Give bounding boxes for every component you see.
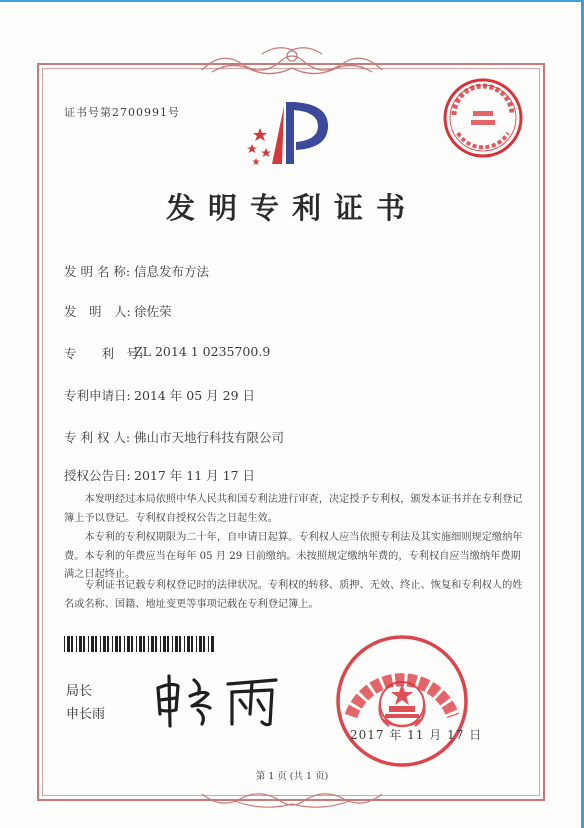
signature-name: 申长雨 xyxy=(66,707,106,722)
barcode-bar xyxy=(79,636,82,652)
field-grant-date xyxy=(64,466,255,484)
barcode-bar xyxy=(151,636,154,652)
barcode-bar xyxy=(83,636,85,652)
handwritten-signature xyxy=(148,670,286,730)
paragraph-registration: 专利证书记载专利权登记时的法律状况。专利权的转移、质押、无效、终止、恢复和专利权人的姓名或名称、国籍、地址变更等事项记载在专利登记簿上。 xyxy=(64,580,523,610)
barcode-bar xyxy=(131,636,133,652)
field-value: 信息发布方法 xyxy=(134,264,210,279)
field-label: 专 利 号: xyxy=(64,346,144,361)
field-value: 佛山市天地行科技有限公司 xyxy=(134,430,285,445)
window-top-edge xyxy=(0,0,584,2)
barcode-bar xyxy=(148,636,149,652)
barcode-bar xyxy=(88,636,89,652)
field-value: 2017 年 11 月 17 日 xyxy=(134,468,255,483)
field-label: 发 明 人: xyxy=(64,304,131,319)
barcode-bar xyxy=(64,636,65,652)
field-label: 专利申请日: xyxy=(64,388,131,403)
barcode-bar xyxy=(155,636,157,652)
barcode-bar xyxy=(107,636,109,652)
bottom-ornament xyxy=(192,786,392,816)
barcode-bar xyxy=(160,636,161,652)
barcode-bar xyxy=(172,636,173,652)
field-value: ZL 2014 1 0235700.9 xyxy=(134,344,271,359)
barcode-bar xyxy=(139,636,142,652)
barcode-bar xyxy=(199,636,202,652)
barcode-bar xyxy=(191,636,193,652)
barcode-bar xyxy=(208,636,209,652)
barcode-bar xyxy=(136,636,137,652)
barcode-bar xyxy=(175,636,178,652)
field-label: 授权公告日: xyxy=(64,468,131,483)
barcode-bar xyxy=(100,636,101,652)
barcode-bar xyxy=(119,636,121,652)
page-number: 第 1 页 (共 1 页) xyxy=(255,771,329,782)
barcode-bar xyxy=(127,636,130,652)
barcode-bar xyxy=(187,636,190,652)
paragraph-grant: 本发明经过本局依照中华人民共和国专利法进行审查，决定授予专利权，颁发本证书并在专利登记簿上予以登记。专利权自授权公告之日起生效。 xyxy=(64,494,523,524)
paragraph-term: 本专利的专利权期限为二十年，自申请日起算。专利权人应当依照专利法及其实施细则规定缴纳年费。本专利的年费应当在每年 05 月 29 日前缴纳。未按照规定缴纳年费的，专利权自应当缴纳年费期满之日起终止。 xyxy=(64,532,523,580)
certificate-number: 证书号第2700991号 xyxy=(64,106,180,119)
barcode-bar xyxy=(163,636,166,652)
barcode-bar xyxy=(91,636,94,652)
field-patentee xyxy=(64,428,284,446)
field-label: 专 利 权 人: xyxy=(64,430,131,445)
barcode-bar xyxy=(203,636,205,652)
barcode-bar xyxy=(196,636,197,652)
tax-stamp-seal xyxy=(440,75,526,161)
barcode-bar xyxy=(67,636,70,652)
field-patent-number xyxy=(64,344,270,362)
barcode-bar xyxy=(124,636,125,652)
barcode-bar xyxy=(112,636,113,652)
cnipa-logo-icon xyxy=(238,98,333,170)
state-ip-office-seal xyxy=(333,632,471,770)
barcode-bar xyxy=(211,636,214,652)
field-label: 发 明 名 称: xyxy=(64,264,131,279)
field-invention-name xyxy=(64,262,209,280)
barcode xyxy=(64,636,216,652)
barcode-bar xyxy=(184,636,185,652)
barcode-bar xyxy=(103,636,106,652)
top-ornament xyxy=(192,42,392,82)
barcode-bar xyxy=(115,636,118,652)
field-application-date xyxy=(64,386,255,404)
barcode-bar xyxy=(143,636,145,652)
issue-date: 2017 年 11 月 17 日 xyxy=(350,728,483,742)
barcode-bar xyxy=(95,636,97,652)
certificate-title: 发明专利证书 xyxy=(165,191,418,225)
barcode-bar xyxy=(71,636,73,652)
barcode-bar xyxy=(179,636,181,652)
barcode-bar xyxy=(167,636,169,652)
barcode-bar xyxy=(76,636,77,652)
field-inventor xyxy=(64,302,172,320)
signature-title: 局长 xyxy=(66,684,93,699)
field-value: 2014 年 05 月 29 日 xyxy=(134,388,255,403)
field-value: 徐佐荣 xyxy=(134,304,172,319)
